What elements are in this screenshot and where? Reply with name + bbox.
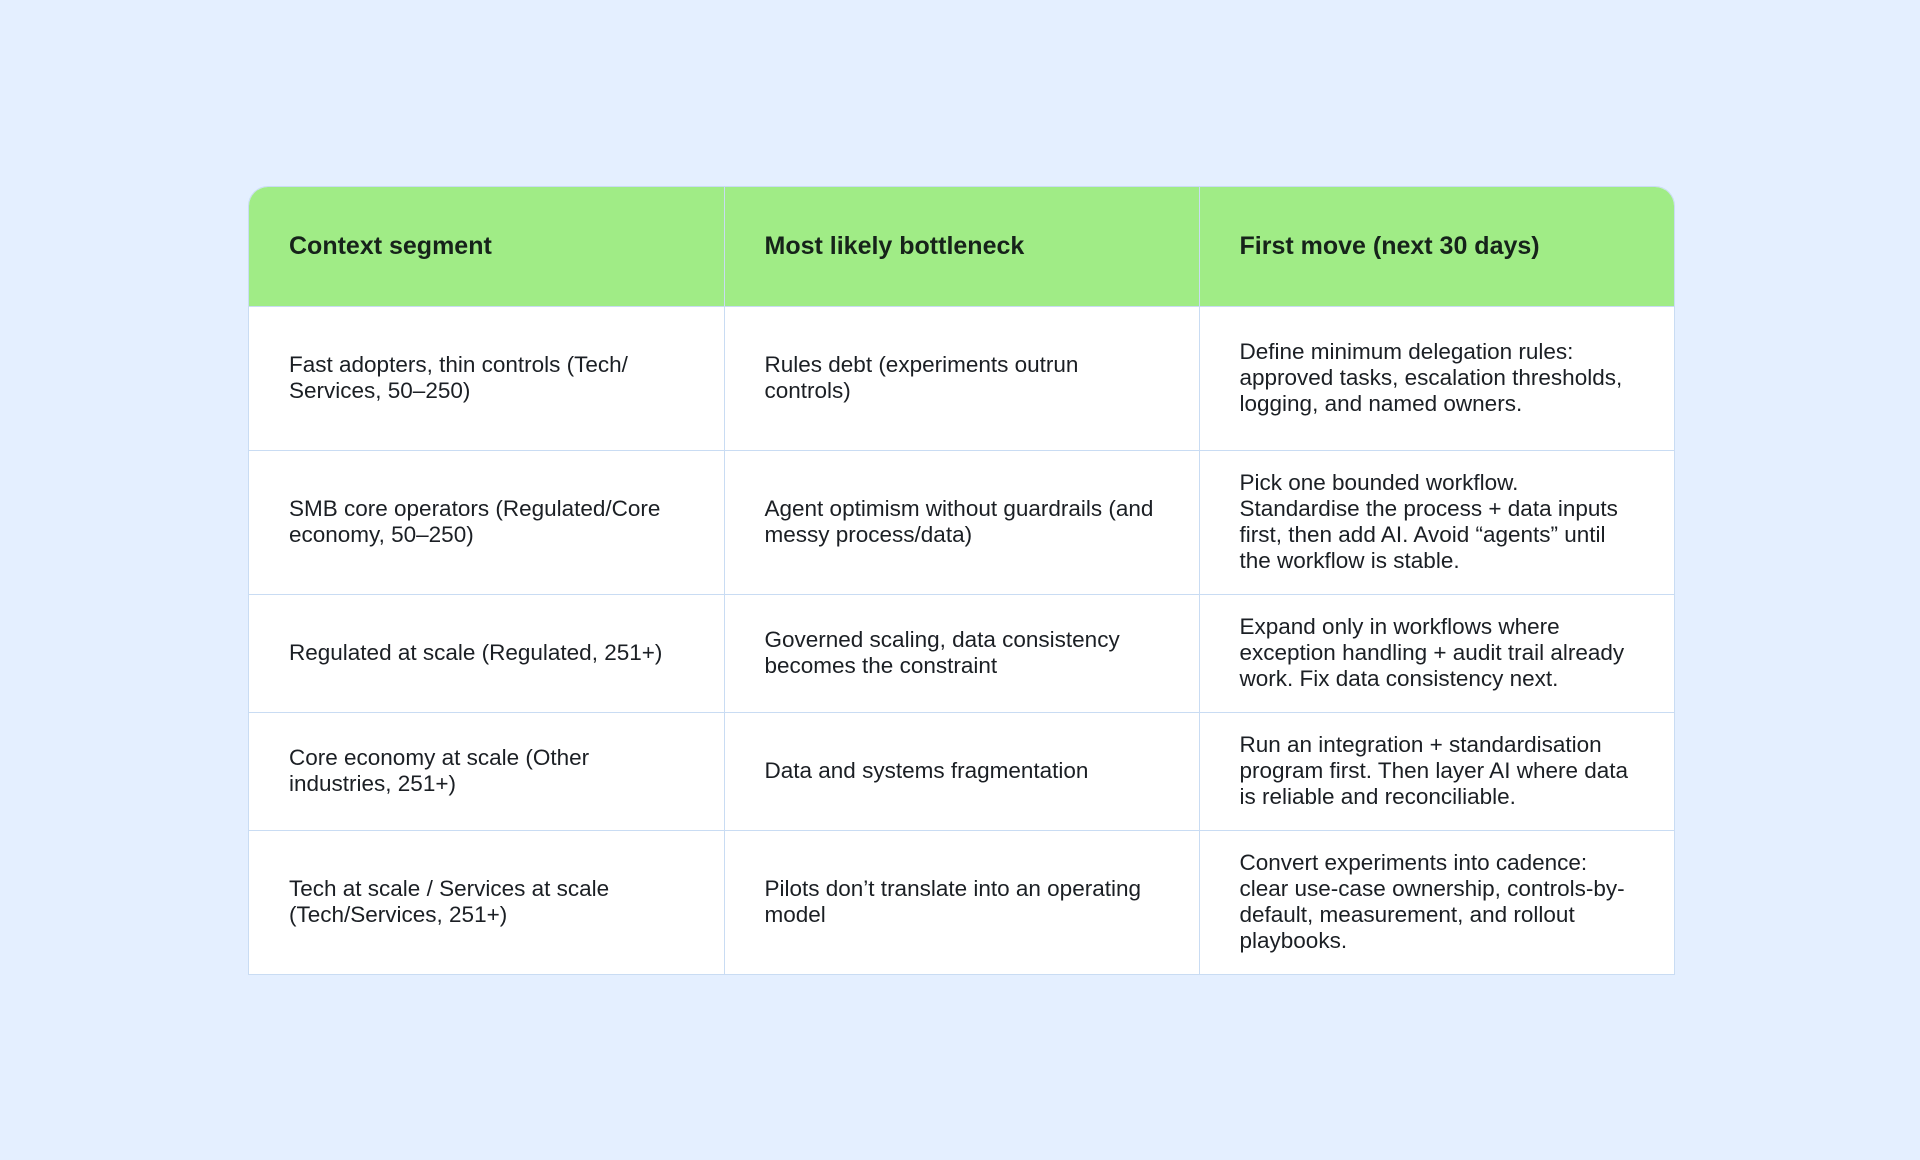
table-header-row (249, 187, 1674, 306)
table-row (249, 830, 1674, 974)
cell-bottleneck: Governed scaling, data consistency becomes the constraint (724, 594, 1199, 712)
cell-first-move: Convert experiments into cadence: clear use-case ownership, controls-by-default, measurement, and rollout playbooks. (1199, 830, 1674, 974)
cell-context-segment: Tech at scale / Services at scale (Tech/Services, 251+) (249, 830, 724, 974)
cell-context-segment: Fast adopters, thin controls (Tech/ Services, 50–250) (249, 306, 724, 450)
cell-first-move: Expand only in workflows where exception handling + audit trail already work. Fix data consistency next. (1199, 594, 1674, 712)
cell-bottleneck: Agent optimism without guardrails (and messy process/data) (724, 450, 1199, 594)
cell-bottleneck: Pilots don’t translate into an operating model (724, 830, 1199, 974)
column-header-context-segment: Context segment (249, 187, 724, 306)
table-row (249, 306, 1674, 450)
column-header-first-move: First move (next 30 days) (1239, 231, 1540, 260)
table-body (249, 306, 1674, 974)
strategy-table (249, 187, 1674, 974)
strategy-table-card (248, 186, 1675, 975)
cell-first-move: Define minimum delegation rules: approved tasks, escalation thresholds, logging, and named owners. (1199, 306, 1674, 450)
column-header-bottleneck: Most likely bottleneck (724, 187, 1199, 306)
table-row (249, 712, 1674, 830)
cell-context-segment: Regulated at scale (Regulated, 251+) (249, 594, 724, 712)
cell-bottleneck: Data and systems fragmentation (724, 712, 1199, 830)
cell-context-segment: Core economy at scale (Other industries, 251+) (249, 712, 724, 830)
cell-first-move: Run an integration + standardisation program first. Then layer AI where data is reliable and reconciliable. (1199, 712, 1674, 830)
cell-context-segment: SMB core operators (Regulated/Core economy, 50–250) (249, 450, 724, 594)
cell-first-move: Pick one bounded workflow. Standardise the process + data inputs first, then add AI. Avoid “agents” until the workflow is stable. (1199, 450, 1674, 594)
table-row (249, 450, 1674, 594)
cell-bottleneck: Rules debt (experiments outrun controls) (724, 306, 1199, 450)
table-header (249, 187, 1674, 306)
table-row (249, 594, 1674, 712)
